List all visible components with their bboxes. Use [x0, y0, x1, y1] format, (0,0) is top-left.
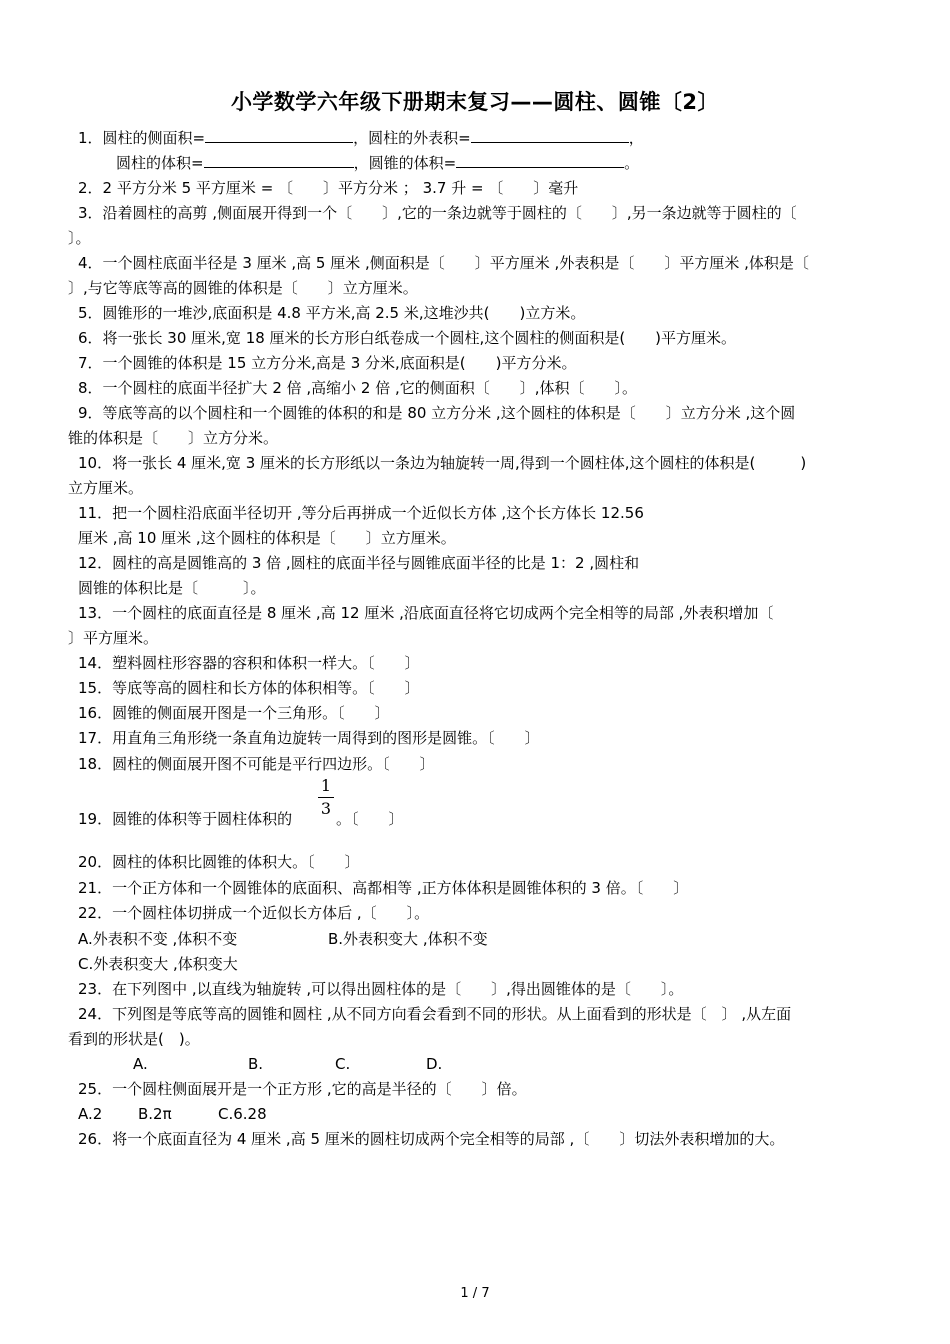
question-19-suffix: 。〔 〕 [336, 810, 404, 828]
question-22: 22．一个圆柱体切拼成一个近似长方体后 ,〔 〕。 [78, 904, 430, 922]
q1-label-b: ，圆柱的外表积= [353, 129, 471, 147]
question-24-option-d: D. [426, 1055, 443, 1073]
question-2: 2．2 平方分米 5 平方厘米 = 〔 〕平方分米 ； 3.7 升 = 〔 〕毫升 [78, 179, 579, 197]
question-25-option-c: C.6.28 [218, 1105, 267, 1123]
question-6: 6．将一张长 30 厘米,宽 18 厘米的长方形白纸卷成一个圆柱,这个圆柱的侧面积是( )平方厘米。 [78, 329, 737, 347]
question-11-line-2: 厘米 ,高 10 厘米 ,这个圆柱的体积是〔 〕立方厘米。 [78, 529, 456, 547]
question-8: 8．一个圆柱的底面半径扩大 2 倍 ,高缩小 2 倍 ,它的侧面积〔 〕,体积〔 〕。 [78, 379, 638, 397]
question-24-option-b: B. [248, 1055, 264, 1073]
answer-blank [456, 153, 624, 168]
question-5: 5．圆锥形的一堆沙,底面积是 4.8 平方米,高 2.5 米,这堆沙共( )立方米。 [78, 304, 586, 322]
q1-label-d: 圆柱的体积= [116, 154, 204, 172]
question-17: 17．用直角三角形绕一条直角边旋转一周得到的图形是圆锥。〔 〕 [78, 729, 540, 747]
question-4-line-2: 〕,与它等底等高的圆锥的体积是〔 〕立方厘米。 [68, 279, 418, 297]
question-4-line-1: 4．一个圆柱底面半径是 3 厘米 ,高 5 厘米 ,侧面积是〔 〕平方厘米 ,外表积是〔 〕平方厘米 ,体积是〔 [78, 254, 809, 272]
question-13-line-2: 〕平方厘米。 [68, 629, 159, 647]
q1-label-e: ，圆锥的体积= [353, 154, 457, 172]
question-3-line-1: 3．沿着圆柱的高剪 ,侧面展开得到一个〔 〕,它的一条边就等于圆柱的〔 〕,另一条边就等于圆柱的〔 [78, 204, 797, 222]
question-12-line-1: 12．圆柱的高是圆锥高的 3 倍 ,圆柱的底面半径与圆锥底面半径的比是 1：2 ,圆柱和 [78, 554, 640, 572]
question-22-option-a: A.外表积不变 ,体积不变 [78, 930, 238, 948]
question-24-option-c: C. [335, 1055, 351, 1073]
question-1-line-2 [116, 153, 639, 173]
question-21: 21．一个正方体和一个圆锥体的底面积、高都相等 ,正方体体积是圆锥体积的 3 倍。〔 〕 [78, 879, 689, 897]
fraction-one-third [316, 776, 336, 819]
question-19-prefix: 19．圆锥的体积等于圆柱体积的 [78, 810, 293, 828]
question-25-option-a: A.2 [78, 1105, 103, 1123]
question-9-line-2: 锥的体积是〔 〕立方分米。 [68, 429, 279, 447]
question-22-option-b: B.外表积变大 ,体积不变 [328, 930, 488, 948]
question-24-line-1: 24．下列图是等底等高的圆锥和圆柱 ,从不同方向看会看到不同的形状。从上面看到的形状是〔 〕 ,从左面 [78, 1005, 792, 1023]
question-13-line-1: 13．一个圆柱的底面直径是 8 厘米 ,高 12 厘米 ,沿底面直径将它切成两个完全相等的局部 ,外表积增加〔 [78, 604, 774, 622]
question-7: 7．一个圆锥的体积是 15 立方分米,高是 3 分米,底面积是( )平方分米。 [78, 354, 577, 372]
fraction-numerator: 1 [320, 776, 332, 795]
question-10-line-1: 10．将一张长 4 厘米,宽 3 厘米的长方形纸以一条边为轴旋转一周,得到一个圆柱体,这个圆柱的体积是( ) [78, 454, 807, 472]
question-22-option-c: C.外表积变大 ,体积变大 [78, 955, 238, 973]
answer-blank [471, 128, 629, 143]
answer-blank [205, 128, 353, 143]
question-14: 14．塑料圆柱形容器的容积和体积一样大。〔 〕 [78, 654, 420, 672]
question-9-line-1: 9．等底等高的以个圆柱和一个圆锥的体积的和是 80 立方分米 ,这个圆柱的体积是〔 〕立方分米 ,这个圆 [78, 404, 796, 422]
page-title: 小学数学六年级下册期末复习——圆柱、圆锥〔2〕 [230, 90, 720, 114]
question-10-line-2: 立方厘米。 [68, 479, 144, 497]
q1-label-a: 1．圆柱的侧面积= [78, 129, 206, 147]
q1-label-c: ， [628, 129, 644, 147]
question-11-line-1: 11．把一个圆柱沿底面半径切开 ,等分后再拼成一个近似长方体 ,这个长方体长 12.56 [78, 504, 644, 522]
question-15: 15．等底等高的圆柱和长方体的体积相等。〔 〕 [78, 679, 420, 697]
question-24-option-a: A. [133, 1055, 148, 1073]
fraction-bar [318, 797, 334, 798]
fraction-denominator: 3 [320, 799, 332, 818]
question-25: 25．一个圆柱侧面展开是一个正方形 ,它的高是半径的〔 〕倍。 [78, 1080, 527, 1098]
page-number: 1 / 7 [460, 1286, 490, 1301]
question-25-option-b: B.2π [138, 1105, 172, 1123]
question-26: 26．将一个底面直径为 4 厘米 ,高 5 厘米的圆柱切成两个完全相等的局部 ,〔 〕切法外表积增加的大。 [78, 1130, 785, 1148]
question-23: 23．在下列图中 ,以直线为轴旋转 ,可以得出圆柱体的是〔 〕,得出圆锥体的是〔 〕。 [78, 980, 684, 998]
question-1-line-1 [78, 128, 644, 148]
question-18: 18．圆柱的侧面展开图不可能是平行四边形。〔 〕 [78, 755, 435, 773]
question-16: 16．圆锥的侧面展开图是一个三角形。〔 〕 [78, 704, 390, 722]
q1-label-f: 。 [624, 154, 640, 172]
question-20: 20．圆柱的体积比圆锥的体积大。〔 〕 [78, 853, 360, 871]
question-3-line-2: 〕。 [68, 229, 91, 247]
question-24-line-2: 看到的形状是( )。 [68, 1030, 200, 1048]
question-12-line-2: 圆锥的体积比是〔 〕。 [78, 579, 266, 597]
answer-blank [204, 153, 354, 168]
